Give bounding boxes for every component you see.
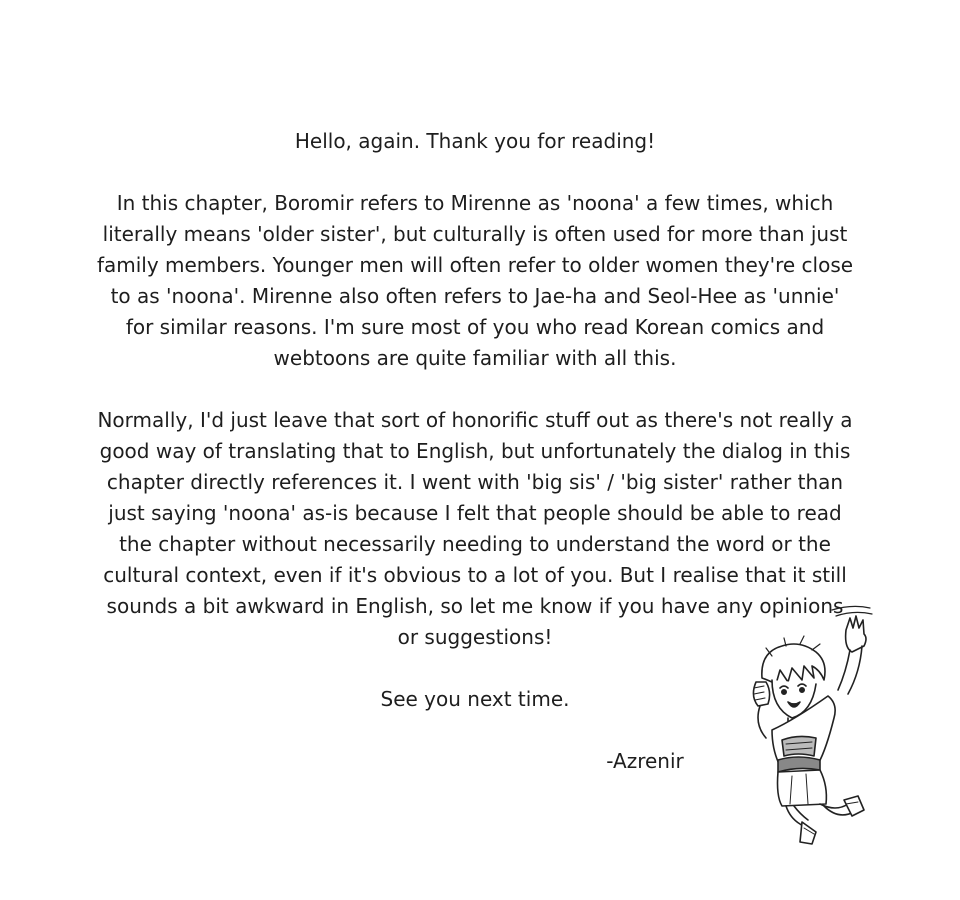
note-paragraph-translation: Normally, I'd just leave that sort of honorific stuff out as there's not really a good way of translating that to English, but unfortunately the dialog in this chapter directly references it. I went with 'big sis' / 'big sister' rather than just saying 'noona' as-is because I felt that people should be able to read the chapter without necessarily needing to understand the word or the cultural context, even if it's obvious to a lot of you. But I realise that it still sounds a bit awkward in English, so let me know if you have any opinions or suggestions!: [97, 408, 853, 649]
note-greeting: Hello, again. Thank you for reading!: [294, 129, 656, 153]
translator-note: [95, 126, 855, 746]
note-signature: -Azrenir: [606, 749, 684, 773]
waving-character-illustration: [742, 600, 882, 848]
note-closing: See you next time.: [380, 687, 570, 711]
note-paragraph-noona: In this chapter, Boromir refers to Mirenne as 'noona' a few times, which literally means 'older sister', but culturally is often used for more than just family members. Younger men will often refer to older women they're close to as 'noona'. Mirenne also often refers to Jae-ha and Seol-Hee as 'unnie' for similar reasons. I'm sure most of you who read Korean comics and webtoons are quite familiar with all this.: [96, 191, 854, 370]
